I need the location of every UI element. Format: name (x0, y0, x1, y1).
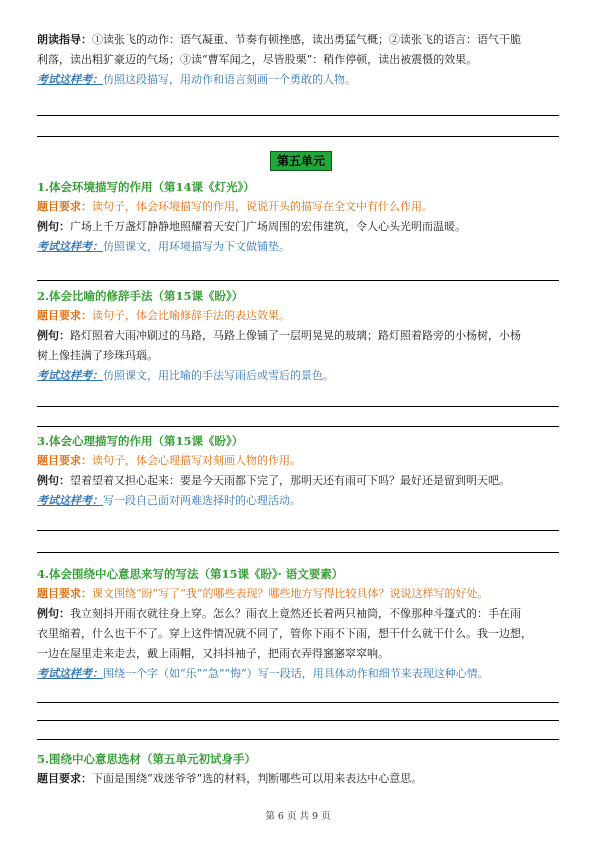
answer-line (37, 115, 559, 116)
answer-line (37, 720, 559, 721)
example-label: 例句： (37, 220, 70, 233)
answer-line (37, 136, 559, 137)
try-text: 仿照这段描写，用动作和语言刻画一个勇敢的人物。 (103, 73, 356, 86)
example-text: 衣里缩着，什么也干不了。穿上这件情况就不同了，管你下雨不下雨，想干什么就干什么。我一边想， (37, 627, 532, 640)
try-label: 考试这样考： (37, 73, 103, 86)
requirement-text: 读句子，体会环境描写的作用，说说开头的描写在全文中有什么作用。 (92, 200, 433, 213)
try-label: 考试这样考： (37, 240, 103, 253)
example-label: 例句： (37, 474, 70, 487)
example-label: 例句： (37, 329, 70, 342)
try-label: 考试这样考： (37, 667, 103, 680)
reading-guide (37, 30, 559, 90)
answer-line (37, 702, 559, 703)
answer-line (37, 739, 559, 740)
section-title: 4.体会围绕中心意思来写的写法（第15课《盼》· 语文要素） (37, 567, 344, 581)
answer-line (37, 530, 559, 531)
section-title: 1.体会环境描写的作用（第14课《灯光》） (37, 180, 255, 194)
requirement-label: 题目要求： (37, 309, 92, 322)
reading-guide-label: 朗读指导： (37, 33, 92, 46)
answer-line (37, 426, 559, 427)
section-1 (37, 177, 559, 257)
try-text: 仿照课文，用环境描写为下文做铺垫。 (103, 240, 290, 253)
requirement-label: 题目要求： (37, 587, 92, 600)
section-2 (37, 286, 559, 386)
requirement-label: 题目要求： (37, 772, 92, 785)
example-text: 望着望着又担心起来：要是今天雨都下完了，那明天还有雨可下吗？最好还是留到明天吧。 (70, 474, 510, 487)
section-title: 5.围绕中心意思选材（第五单元初试身手） (37, 752, 257, 766)
page-footer: 第 6 页 共 9 页 (265, 811, 331, 822)
unit-title: 第五单元 (270, 151, 332, 171)
answer-line (37, 406, 559, 407)
section-title: 3.体会心理描写的作用（第15课《盼》） (37, 434, 244, 448)
reading-guide-text-2: 利落，读出粗犷豪迈的气场；③读“曹军闻之，尽皆股栗”：稍作停顿，读出被震慑的效果。 (37, 53, 478, 66)
try-label: 考试这样考： (37, 369, 103, 382)
section-title: 2.体会比喻的修辞手法（第15课《盼》） (37, 289, 244, 303)
answer-line (37, 552, 559, 553)
requirement-text: 读句子，体会心理描写对刻画人物的作用。 (92, 454, 301, 467)
example-text: 树上像挂满了珍珠玛瑙。 (37, 349, 158, 362)
example-text: 我立刻抖开雨衣就往身上穿。怎么？雨衣上竟然还长着两只袖筒，不像那种斗篷式的：手在雨 (70, 607, 521, 620)
requirement-text: 下面是围绕“戏迷爷爷”选的材料，判断哪些可以用来表达中心意思。 (92, 772, 423, 785)
example-text: 路灯照着大雨冲刷过的马路，马路上像铺了一层明晃晃的玻璃；路灯照着路旁的小杨树，小杨 (70, 329, 521, 342)
try-text: 写一段自己面对两难选择时的心理活动。 (103, 494, 301, 507)
try-text: 仿照课文，用比喻的手法写雨后或雪后的景色。 (103, 369, 334, 382)
try-label: 考试这样考： (37, 494, 103, 507)
answer-line (37, 280, 559, 281)
example-label: 例句： (37, 607, 70, 620)
requirement-text: 课文围绕“盼”写了“我”的哪些表现？哪些地方写得比较具体？说说这样写的好处。 (92, 587, 489, 600)
section-4 (37, 564, 559, 684)
section-3 (37, 431, 559, 511)
reading-guide-text-1: ①读张飞的动作：语气凝重、节奏有顿挫感，读出勇猛气概；②读张飞的语言：语气干脆 (92, 33, 521, 46)
try-text: 围绕一个字（如“乐”“急”“悔”）写一段话，用具体动作和细节来表现这种心情。 (103, 667, 489, 680)
requirement-label: 题目要求： (37, 454, 92, 467)
requirement-label: 题目要求： (37, 200, 92, 213)
section-5 (37, 749, 559, 789)
example-text: 广场上千万盏灯静静地照耀着天安门广场周围的宏伟建筑，令人心头光明而温暖。 (70, 220, 466, 233)
example-text: 一边在屋里走来走去，戴上雨帽，又抖抖袖子，把雨衣弄得窸窸窣窣响。 (37, 647, 389, 660)
requirement-text: 读句子，体会比喻修辞手法的表达效果。 (92, 309, 290, 322)
